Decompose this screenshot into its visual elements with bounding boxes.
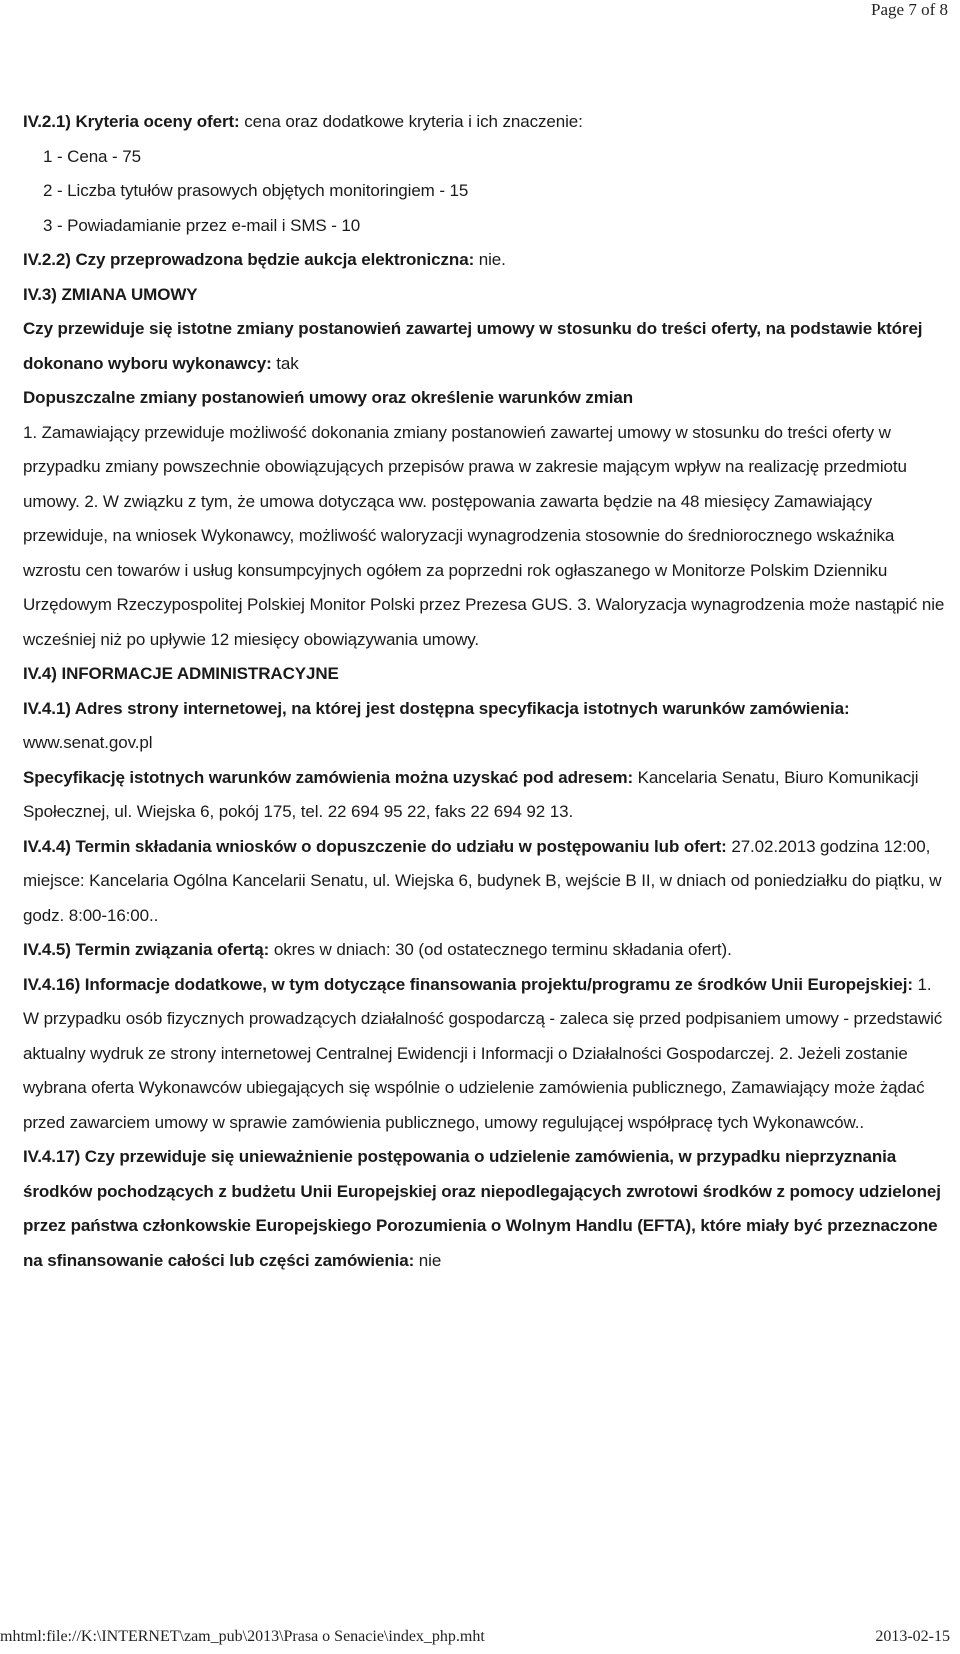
submission-deadline-label: IV.4.4) Termin składania wniosków o dopuszczenie do udziału w postępowaniu lub ofert:: [23, 836, 727, 856]
eu-funding-annulment-label: IV.4.17) Czy przewiduje się unieważnienie postępowania o udzielenie zamówienia, w przypadku nieprzyznania środków pochodzących z budżetu Unii Europejskiej oraz niepodlegających zwrotowi środków z pomocy udzielonej przez państwa członkowskie Europejskiego Porozumienia o Wolnym Handlu (EFTA), które miały być przeznaczone na sfinansowanie całości lub części zamówienia:: [23, 1147, 941, 1270]
submission-deadline: [23, 830, 950, 934]
submission-deadline-value: 27.02.2013 godzina 12:00, miejsce: Kancelaria Ogólna Kancelarii Senatu, ul. Wiejska 6, budynek B, wejście B II, w dniach od poniedziałku do piątku, w godz. 8:00-16:00..: [23, 836, 942, 925]
criteria-item: 3 - Powiadamianie przez e-mail i SMS - 10: [43, 215, 361, 235]
binding-period-value: okres w dniach: 30 (od ostatecznego terminu składania ofert).: [269, 940, 732, 959]
contract-change-question-label: Czy przewiduje się istotne zmiany postanowień zawartej umowy w stosunku do treści oferty, na podstawie której dokonano wyboru wykonawcy:: [23, 319, 923, 373]
auction-label: IV.2.2) Czy przeprowadzona będzie aukcja elektroniczna:: [23, 250, 475, 269]
footer-date: 2013-02-15: [875, 1628, 950, 1645]
criteria-item: 2 - Liczba tytułów prasowych objętych monitoringiem - 15: [43, 181, 469, 200]
criteria-label: IV.2.1) Kryteria oceny ofert:: [23, 112, 240, 131]
auction-value: nie.: [474, 250, 506, 269]
allowed-changes-text: 1. Zamawiający przewiduje możliwość dokonania zmiany postanowień zawartej umowy w stosunku do treści oferty w przypadku zmiany powszechnie obowiązujących przepisów prawa w zakresie mającym wpływ na realizację przedmiotu umowy. 2. W związku z tym, że umowa dotycząca ww. postępowania zawarta będzie na 48 miesięcy Zamawiający przewiduje, na wniosek Wykonawcy, możliwość waloryzacji wynagrodzenia stosownie do średniorocznego wskaźnika wzrostu cen towarów i usług konsumpcyjnych ogółem za poprzedni rok ogłaszanego w Monitorze Polskim Dzienniku Urzędowym Rzeczypospolitej Polskiej Monitor Polski przez Prezesa GUS. 3. Waloryzacja wynagrodzenia może nastąpić nie wcześniej niż po upływie 12 miesięcy obowiązywania umowy.: [23, 422, 945, 649]
footer-url: mhtml:file://K:\INTERNET\zam_pub\2013\Prasa o Senacie\index_php.mht: [0, 1628, 485, 1645]
additional-info: [23, 968, 950, 1141]
criteria-item: 1 - Cena - 75: [43, 146, 141, 166]
auction-line: [23, 243, 950, 278]
admin-info-heading: IV.4) INFORMACJE ADMINISTRACYJNE: [23, 664, 339, 683]
document-body: [23, 105, 950, 1278]
website-address-label: IV.4.1) Adres strony internetowej, na której jest dostępna specyfikacja istotnych warunków zamówienia:: [23, 698, 850, 718]
binding-period-label: IV.4.5) Termin związania ofertą:: [23, 940, 270, 959]
page-number: Page 7 of 8: [871, 0, 948, 19]
website-address: [23, 692, 950, 761]
criteria-line: [23, 105, 950, 140]
spec-address: [23, 761, 950, 830]
eu-funding-annulment-value: nie: [414, 1250, 442, 1270]
allowed-changes-label: Dopuszczalne zmiany postanowień umowy oraz określenie warunków zmian: [23, 388, 634, 407]
website-address-value: www.senat.gov.pl: [23, 733, 153, 752]
spec-address-label: Specyfikację istotnych warunków zamówienia można uzyskać pod adresem:: [23, 767, 634, 787]
contract-change-question: [23, 312, 950, 381]
criteria-text: cena oraz dodatkowe kryteria i ich znaczenie:: [239, 112, 583, 131]
eu-funding-annulment: [23, 1140, 950, 1278]
contract-change-heading: IV.3) ZMIANA UMOWY: [23, 284, 198, 304]
additional-info-label: IV.4.16) Informacje dodatkowe, w tym dotyczące finansowania projektu/programu ze środków Unii Europejskiej:: [23, 974, 913, 994]
binding-period: [23, 933, 950, 968]
contract-change-question-value: tak: [271, 353, 299, 373]
additional-info-value: 1. W przypadku osób fizycznych prowadzących działalność gospodarczą - zaleca się przed podpisaniem umowy - przedstawić aktualny wydruk ze strony internetowej Centralnej Ewidencji i Informacji o Działalności Gospodarczej. 2. Jeżeli zostanie wybrana oferta Wykonawców ubiegających się wspólnie o udzielenie zamówienia publicznego, Zamawiający może żądać przed zawarciem umowy w sprawie zamówienia publicznego, umowy regulującej współpracę tych Wykonawców..: [23, 974, 943, 1132]
spec-address-value: Kancelaria Senatu, Biuro Komunikacji Społecznej, ul. Wiejska 6, pokój 175, tel. 22 694 95 22, faks 22 694 92 13.: [23, 767, 919, 821]
